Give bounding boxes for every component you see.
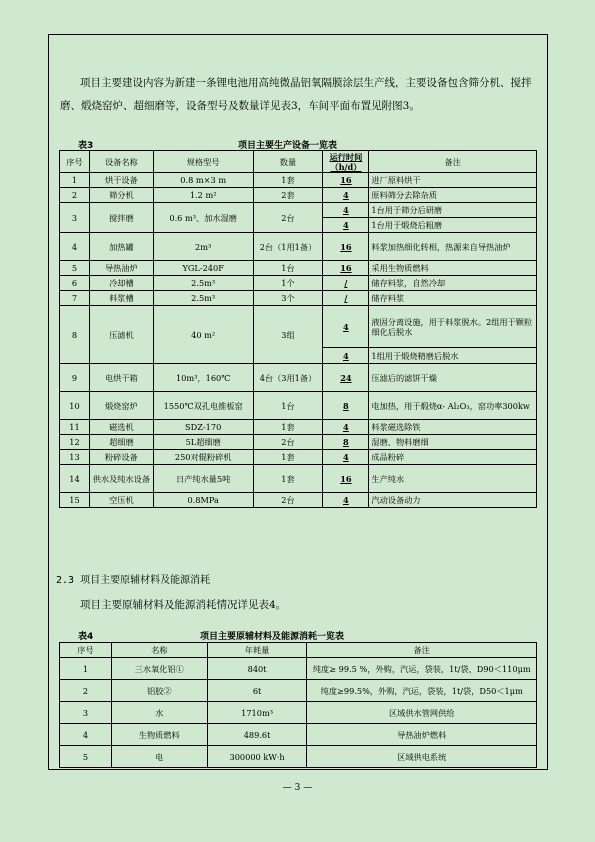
cell-name: 铝胶② xyxy=(111,680,207,702)
header-no: 序号 xyxy=(60,643,112,658)
cell-hours: 16 xyxy=(323,261,369,276)
table-row xyxy=(60,680,537,702)
cell-qty: 2台 xyxy=(253,203,323,233)
cell-no: 10 xyxy=(60,392,90,420)
cell-note: 区域供水管网供给 xyxy=(307,702,537,724)
cell-no: 15 xyxy=(60,493,90,508)
cell-no: 2 xyxy=(60,188,90,203)
cell-notes: 储存料浆 xyxy=(369,291,537,306)
cell-no: 11 xyxy=(60,420,90,435)
cell-name: 供水及纯水设备 xyxy=(89,465,153,493)
table-row xyxy=(60,291,537,306)
cell-spec: 0.8MPa xyxy=(153,493,253,508)
cell-name: 煅烧窑炉 xyxy=(89,392,153,420)
cell-name: 水 xyxy=(111,702,207,724)
cell-hours: 4 xyxy=(323,218,369,233)
cell-name: 冷却槽 xyxy=(89,276,153,291)
cell-hours: 16 xyxy=(323,233,369,261)
cell-hours: 4 xyxy=(323,203,369,218)
table-row xyxy=(60,465,537,493)
table-row xyxy=(60,658,537,680)
cell-spec: YGL-240F xyxy=(153,261,253,276)
cell-spec: SDZ-170 xyxy=(153,420,253,435)
table-row xyxy=(60,364,537,392)
cell-spec: 2.5m³ xyxy=(153,276,253,291)
cell-notes: 料浆磁选除铁 xyxy=(369,420,537,435)
cell-spec: 0.6 m³、加水湿磨 xyxy=(153,203,253,233)
cell-qty: 3个 xyxy=(253,291,323,306)
section-heading: 2.3 项目主要原辅材料及能源消耗 xyxy=(56,575,211,586)
cell-spec: 5L超细磨 xyxy=(153,435,253,450)
table-row xyxy=(60,746,537,768)
cell-name: 超细磨 xyxy=(89,435,153,450)
equipment-table xyxy=(59,150,537,508)
cell-amount: 300000 kW·h xyxy=(207,746,307,768)
cell-hours: 8 xyxy=(323,392,369,420)
cell-notes: 汽动设备动力 xyxy=(369,493,537,508)
cell-no: 13 xyxy=(60,450,90,465)
cell-notes: 电加热，用于煅烧α- Al₂O₃，窑功率300kw xyxy=(369,392,537,420)
cell-name: 加热罐 xyxy=(89,233,153,261)
cell-notes: 储存料浆，自然冷却 xyxy=(369,276,537,291)
cell-no: 8 xyxy=(60,306,90,364)
cell-spec: 40 m² xyxy=(153,306,253,364)
header-notes: 备注 xyxy=(369,151,537,173)
cell-hours: 24 xyxy=(323,364,369,392)
cell-hours: 4 xyxy=(323,450,369,465)
table3-title: 项目主要生产设备一览表 xyxy=(238,141,338,151)
cell-spec: 250对辊粉碎机 xyxy=(153,450,253,465)
cell-spec: 10m³，160℃ xyxy=(153,364,253,392)
cell-notes: 1组用于煅烧精磨后脱水 xyxy=(369,348,537,364)
table-row xyxy=(60,203,537,218)
cell-no: 14 xyxy=(60,465,90,493)
cell-qty: 1个 xyxy=(253,276,323,291)
cell-amount: 1710m³ xyxy=(207,702,307,724)
header-qty: 数量 xyxy=(253,151,323,173)
cell-no: 4 xyxy=(60,724,112,746)
cell-spec: 2m³ xyxy=(153,233,253,261)
cell-spec: 1.2 m² xyxy=(153,188,253,203)
cell-notes: 采用生物质燃料 xyxy=(369,261,537,276)
table-row xyxy=(60,261,537,276)
cell-no: 5 xyxy=(60,261,90,276)
header-name: 名称 xyxy=(111,643,207,658)
cell-qty: 4台（3用1备） xyxy=(253,364,323,392)
cell-no: 5 xyxy=(60,746,112,768)
table-row xyxy=(60,233,537,261)
cell-note: 区域供电系统 xyxy=(307,746,537,768)
cell-name: 粉碎设备 xyxy=(89,450,153,465)
cell-notes: 料浆加热细化转相，热源来自导热油炉 xyxy=(369,233,537,261)
cell-spec: 2.5m³ xyxy=(153,291,253,306)
intro2-paragraph: 项目主要原辅材料及能源消耗情况详见表4。 xyxy=(80,599,287,611)
cell-note: 纯度≥99.5%，外购，汽运，袋装，1t/袋，D50＜1μm xyxy=(307,680,537,702)
cell-qty: 2套 xyxy=(253,188,323,203)
cell-notes: 压滤后的滤饼干燥 xyxy=(369,364,537,392)
cell-spec: 1550℃双孔电推板窑 xyxy=(153,392,253,420)
cell-name: 空压机 xyxy=(89,493,153,508)
cell-name: 料浆槽 xyxy=(89,291,153,306)
table-row xyxy=(60,173,537,188)
table-row xyxy=(60,493,537,508)
cell-name: 烘干设备 xyxy=(89,173,153,188)
cell-no: 7 xyxy=(60,291,90,306)
cell-name: 电 xyxy=(111,746,207,768)
cell-notes: 1台用于煅烧后粗磨 xyxy=(369,218,537,233)
cell-name: 电烘干箱 xyxy=(89,364,153,392)
cell-no: 12 xyxy=(60,435,90,450)
cell-note: 纯度≥ 99.5 %，外购，汽运，袋装，1t/袋，D90＜110μm xyxy=(307,658,537,680)
cell-qty: 1套 xyxy=(253,173,323,188)
header-hours: 运行时间（h/d） xyxy=(323,151,369,173)
header-spec: 规格型号 xyxy=(153,151,253,173)
cell-note: 导热油炉燃料 xyxy=(307,724,537,746)
table-row xyxy=(60,420,537,435)
table-row xyxy=(60,724,537,746)
cell-hours: 4 xyxy=(323,188,369,203)
table-row xyxy=(60,450,537,465)
cell-amount: 840t xyxy=(207,658,307,680)
table-row xyxy=(60,702,537,724)
cell-no: 1 xyxy=(60,658,112,680)
cell-no: 1 xyxy=(60,173,90,188)
cell-no: 2 xyxy=(60,680,112,702)
cell-hours: 16 xyxy=(323,465,369,493)
cell-qty: 1套 xyxy=(253,420,323,435)
table-row xyxy=(60,306,537,348)
cell-notes: 生产纯水 xyxy=(369,465,537,493)
cell-hours: 16 xyxy=(323,173,369,188)
cell-name: 筛分机 xyxy=(89,188,153,203)
cell-qty: 2台（1用1备） xyxy=(253,233,323,261)
intro-paragraph: 项目主要建设内容为新建一条锂电池用高纯微晶铝氧隔膜涂层生产线，主要设备包含筛分机、搅拌磨、煅烧窑炉、超细磨等，设备型号及数量详见表3，车间平面布置见附图3。 xyxy=(60,77,532,112)
cell-spec: 0.8 m×3 m xyxy=(153,173,253,188)
cell-no: 3 xyxy=(60,203,90,233)
cell-notes: 湿磨、物料磨细 xyxy=(369,435,537,450)
cell-qty: 3组 xyxy=(253,306,323,364)
header-name: 设备名称 xyxy=(89,151,153,173)
cell-no: 9 xyxy=(60,364,90,392)
page-number: — 3 — xyxy=(282,783,313,793)
table4-title: 项目主要原辅材料及能源消耗一览表 xyxy=(200,632,345,642)
cell-no: 4 xyxy=(60,233,90,261)
cell-hours: 4 xyxy=(323,420,369,435)
cell-qty: 1套 xyxy=(253,465,323,493)
cell-notes: 原料筛分去除杂质 xyxy=(369,188,537,203)
cell-name: 磁选机 xyxy=(89,420,153,435)
table3-label: 表3 xyxy=(78,141,94,151)
cell-qty: 2台 xyxy=(253,493,323,508)
cell-hours: 4 xyxy=(323,306,369,348)
cell-notes: 液固分离设施，用于料浆脱水。2组用于颗粒细化后脱水 xyxy=(369,306,537,348)
cell-notes: 成品粉碎 xyxy=(369,450,537,465)
cell-notes: 1台用于筛分后研磨 xyxy=(369,203,537,218)
cell-hours: 4 xyxy=(323,493,369,508)
cell-qty: 1套 xyxy=(253,450,323,465)
table-row xyxy=(60,392,537,420)
cell-hours: / xyxy=(323,276,369,291)
cell-name: 搅拌磨 xyxy=(89,203,153,233)
materials-table xyxy=(59,642,537,768)
cell-qty: 2台 xyxy=(253,435,323,450)
cell-amount: 6t xyxy=(207,680,307,702)
cell-hours: 8 xyxy=(323,435,369,450)
cell-qty: 1台 xyxy=(253,392,323,420)
cell-hours: / xyxy=(323,291,369,306)
cell-name: 压滤机 xyxy=(89,306,153,364)
header-note: 备注 xyxy=(307,643,537,658)
cell-hours: 4 xyxy=(323,348,369,364)
cell-name: 生物质燃料 xyxy=(111,724,207,746)
table-row xyxy=(60,435,537,450)
cell-name: 导热油炉 xyxy=(89,261,153,276)
cell-no: 3 xyxy=(60,702,112,724)
cell-notes: 进厂原料烘干 xyxy=(369,173,537,188)
header-no: 序号 xyxy=(60,151,90,173)
table-row xyxy=(60,276,537,291)
cell-spec: 日产纯水量5吨 xyxy=(153,465,253,493)
header-amount: 年耗量 xyxy=(207,643,307,658)
cell-qty: 1台 xyxy=(253,261,323,276)
cell-name: 三水氧化铝① xyxy=(111,658,207,680)
cell-amount: 489.6t xyxy=(207,724,307,746)
cell-no: 6 xyxy=(60,276,90,291)
table-row xyxy=(60,188,537,203)
table4-label: 表4 xyxy=(78,632,94,642)
